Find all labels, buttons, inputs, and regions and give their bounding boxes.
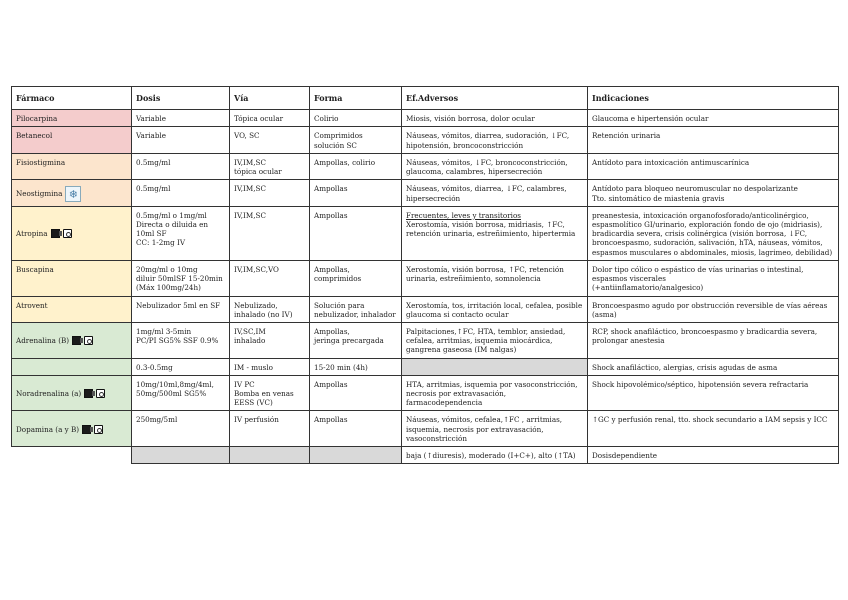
- header-farmaco: Fármaco: [12, 87, 132, 110]
- table-row: [12, 260, 839, 296]
- indications-cell: Glaucoma e hipertensión ocular: [588, 110, 839, 127]
- table-row: [12, 411, 839, 447]
- indications-cell: preanestesia, intoxicación organofosforado/anticolinérgico, espasmolítico GI/urinario, exploración fondo de ojo (midriasis), bradicardia severa, crisis colinérgica (visión borrosa, ↓FC, broncoespasmo, sudoración, salivación, hTA, náuseas, vómitos, espasmos musculares o abdominales, miosis, lagrimeo, debilidad): [588, 206, 839, 260]
- table-header-row: [12, 87, 839, 110]
- dose-cell: 1mg/ml 3-5min PC/PI SG5% SSF 0.9%: [132, 322, 230, 358]
- indications-cell: Shock anafiláctico, alergias, crisis agudas de asma: [588, 358, 839, 375]
- route-cell: [230, 447, 310, 464]
- header-indicaciones: Indicaciones: [588, 87, 839, 110]
- form-cell: Ampollas: [310, 411, 402, 447]
- form-cell: 15-20 min (4h): [310, 358, 402, 375]
- monitor-icon: [51, 229, 60, 238]
- indications-cell: Antídoto para bloqueo neuromuscular no despolarizante Tto. sintomático de miastenia gravis: [588, 180, 839, 206]
- adverse-effects-cell: [402, 358, 588, 375]
- form-cell: Ampollas, jeringa precargada: [310, 322, 402, 358]
- pharmacology-table: [11, 86, 839, 464]
- snowflake-icon: ❄: [65, 186, 81, 202]
- table-row: [12, 127, 839, 153]
- form-cell: Solución para nebulizador, inhalador: [310, 296, 402, 322]
- clock-icon: [94, 425, 103, 434]
- dose-cell: 20mg/ml o 10mg diluir 50mlSF 15-20min (Máx 100mg/24h): [132, 260, 230, 296]
- drug-name-cell: [12, 411, 132, 447]
- adverse-effects-cell: Náuseas, vómitos, diarrea, sudoración, ↓FC, hipotensión, broncoconstricción: [402, 127, 588, 153]
- form-cell: Ampollas, comprimidos: [310, 260, 402, 296]
- drug-name-wrap: [16, 229, 127, 238]
- route-cell: Nebulizado, inhalado (no IV): [230, 296, 310, 322]
- drug-name-cell: [12, 322, 132, 358]
- indications-cell: ↑GC y perfusión renal, tto. shock secundario a IAM sepsis y ICC: [588, 411, 839, 447]
- drug-name-wrap: [16, 389, 127, 398]
- route-cell: IV,IM,SC: [230, 180, 310, 206]
- adverse-effects-text: Xerostomía, visión borrosa, midriasis, ↑FC, retención urinaria, estreñimiento, hipertermia: [406, 219, 576, 239]
- indications-cell: Dolor tipo cólico o espástico de vías urinarias o intestinal, espasmos viscerales (+antiinflamatorio/analgesico): [588, 260, 839, 296]
- drug-name: Pilocarpina: [12, 110, 132, 127]
- route-cell: IM - muslo: [230, 358, 310, 375]
- clock-icon: [96, 389, 105, 398]
- indications-cell: Dosisdependiente: [588, 447, 839, 464]
- form-cell: Ampollas: [310, 206, 402, 260]
- indications-cell: Antídoto para intoxicación antimuscarínica: [588, 153, 839, 179]
- adverse-effects-cell: baja (↑diuresis), moderado (I+C+), alto (↑TA): [402, 447, 588, 464]
- drug-name: [12, 358, 132, 375]
- route-cell: IV,IM,SC,VO: [230, 260, 310, 296]
- form-cell: Ampollas: [310, 375, 402, 411]
- form-cell: Colirio: [310, 110, 402, 127]
- adverse-effects-cell: Palpitaciones,↑FC, HTA, temblor, ansiedad, cefalea, arritmias, isquemia miocárdica, gangrena gaseosa (IM nalgas): [402, 322, 588, 358]
- drug-name: Dopamina (a y B): [16, 424, 80, 434]
- indications-cell: Broncoespasmo agudo por obstrucción reversible de vías aéreas (asma): [588, 296, 839, 322]
- drug-name-cell: [12, 206, 132, 260]
- clock-icon: [84, 336, 93, 345]
- drug-name: Atropina: [16, 229, 48, 239]
- dose-cell: 0.3-0.5mg: [132, 358, 230, 375]
- table-row: [12, 206, 839, 260]
- adverse-effects-cell: Náuseas, vómitos, cefalea,↑FC , arritmias, isquemia, necrosis por extravasación, vasoconstricción: [402, 411, 588, 447]
- dose-cell: 0.5mg/ml: [132, 153, 230, 179]
- indications-cell: Shock hipovolémico/séptico, hipotensión severa refractaria: [588, 375, 839, 411]
- adverse-effects-cell: HTA, arritmias, isquemia por vasoconstricción, necrosis por extravasación, farmacodependencia: [402, 375, 588, 411]
- drug-name-cell: [12, 180, 132, 206]
- dose-cell: 0.5mg/ml o 1mg/ml Directa o diluida en 10ml SF CC: 1-2mg IV: [132, 206, 230, 260]
- route-cell: VO, SC: [230, 127, 310, 153]
- table-row: [12, 153, 839, 179]
- drug-name: Atrovent: [12, 296, 132, 322]
- route-cell: Tópica ocular: [230, 110, 310, 127]
- monitor-icon: [82, 425, 91, 434]
- drug-name: Fisiostigmina: [12, 153, 132, 179]
- dose-cell: 250mg/5ml: [132, 411, 230, 447]
- drug-name-wrap: [16, 425, 127, 434]
- drug-name: Adrenalina (B): [16, 336, 70, 346]
- form-cell: Ampollas, colirio: [310, 153, 402, 179]
- dose-cell: Variable: [132, 110, 230, 127]
- route-cell: IV perfusión: [230, 411, 310, 447]
- header-via: Vía: [230, 87, 310, 110]
- adverse-effects-cell: Miosis, visión borrosa, dolor ocular: [402, 110, 588, 127]
- dose-cell: [132, 447, 230, 464]
- drug-name: Neostigmina: [16, 188, 63, 198]
- table-row: [12, 375, 839, 411]
- drug-name: Betanecol: [12, 127, 132, 153]
- table-row: [12, 110, 839, 127]
- table-row: [12, 447, 839, 464]
- route-cell: IV,IM,SC: [230, 206, 310, 260]
- drug-name: Noradrenalina (a): [16, 389, 82, 399]
- clock-icon: [63, 229, 72, 238]
- monitor-icon: [84, 389, 93, 398]
- adverse-effects-cell: Náuseas, vómitos, ↓FC, broncoconstricción, glaucoma, calambres, hipersecreción: [402, 153, 588, 179]
- drug-name-wrap: [16, 186, 127, 202]
- form-cell: Ampollas: [310, 180, 402, 206]
- table-row: [12, 358, 839, 375]
- table-row: [12, 296, 839, 322]
- monitor-icon: [72, 336, 81, 345]
- header-efectos: Ef.Adversos: [402, 87, 588, 110]
- form-cell: [310, 447, 402, 464]
- indications-cell: RCP, shock anafiláctico, broncoespasmo y bradicardia severa, prolongar anestesia: [588, 322, 839, 358]
- drug-name-wrap: [16, 336, 127, 345]
- adverse-effects-cell: Xerostomía, visión borrosa, ↑FC, retención urinaria, estreñimiento, somnolencia: [402, 260, 588, 296]
- empty-cell: [12, 447, 132, 464]
- header-forma: Forma: [310, 87, 402, 110]
- drug-name-cell: [12, 375, 132, 411]
- table-row: [12, 322, 839, 358]
- dose-cell: 0.5mg/ml: [132, 180, 230, 206]
- dose-cell: Nebulizador 5ml en SF: [132, 296, 230, 322]
- dose-cell: 10mg/10ml,8mg/4ml, 50mg/500ml SG5%: [132, 375, 230, 411]
- route-cell: IV,SC,IM inhalado: [230, 322, 310, 358]
- dose-cell: Variable: [132, 127, 230, 153]
- indications-cell: Retención urinaria: [588, 127, 839, 153]
- route-cell: IV PC Bomba en venas EESS (VC): [230, 375, 310, 411]
- form-cell: Comprimidos solución SC: [310, 127, 402, 153]
- header-dosis: Dosis: [132, 87, 230, 110]
- adverse-effects-title: Frecuentes, leves y transitorios: [406, 210, 521, 220]
- adverse-effects-cell: Náuseas, vómitos, diarrea, ↓FC, calambres, hipersecreción: [402, 180, 588, 206]
- adverse-effects-cell: [402, 206, 588, 260]
- drug-name: Buscapina: [12, 260, 132, 296]
- route-cell: IV,IM,SC tópica ocular: [230, 153, 310, 179]
- table-row: [12, 180, 839, 206]
- adverse-effects-cell: Xerostomía, tos, irritación local, cefalea, posible glaucoma si contacto ocular: [402, 296, 588, 322]
